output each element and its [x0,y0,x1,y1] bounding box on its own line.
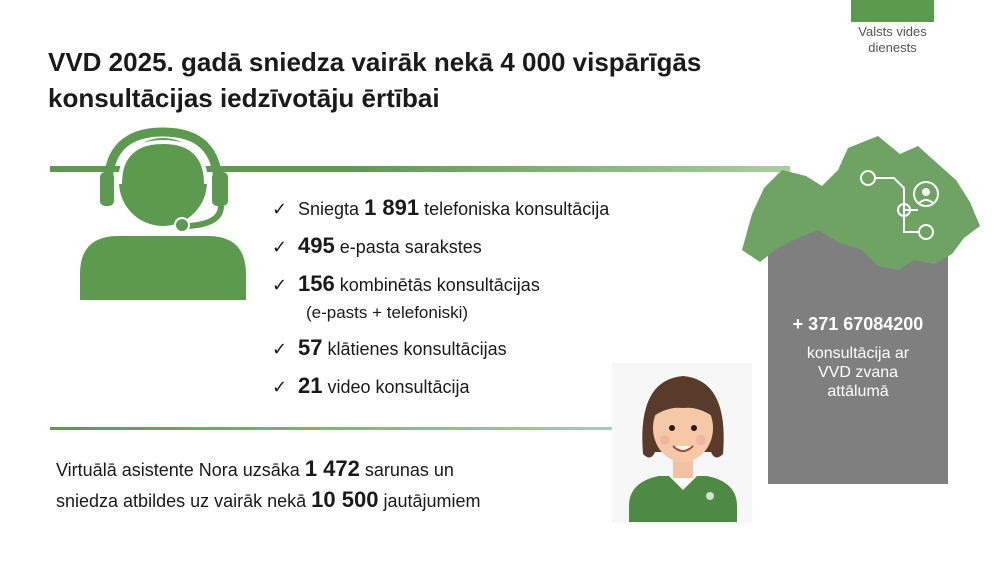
contact-description: konsultācija ar VVD zvana attālumā [806,345,910,400]
page-title: VVD 2025. gadā sniedza vairāk nekā 4 000 vispārīgās konsultācijas iedzīvotāju ērtībai [48,47,702,113]
section-divider [50,427,612,430]
assistant-avatar-icon [615,366,751,522]
list-item: ✓ Sniegta 1 891 telefoniska konsultācija [272,195,610,220]
list-item: ✓ 156 kombinētās konsultācijas (e-pasts + telefoniski) [272,272,609,336]
list-item: ✓ 495 e-pasta sarakstes [272,233,482,258]
logo-mark [851,0,934,22]
check-icon: ✓ [272,275,288,295]
nora-summary [56,454,616,516]
latvia-map-icon [738,130,985,275]
headset-agent-icon [78,124,248,300]
list-item: ✓ 57 klātienes konsultācijas [272,335,507,360]
check-icon: ✓ [272,339,288,359]
nora-line-2: sniedza atbildes uz vairāk nekā 10 500 jautājumiem [56,487,481,512]
check-icon: ✓ [272,199,288,219]
check-icon: ✓ [272,377,288,397]
list-item-note: (e-pasts + telefoniski) [306,303,469,322]
check-icon: ✓ [272,237,288,257]
nora-line-1: Virtuālā asistente Nora uzsāka 1 472 sarunas un [56,456,454,481]
contact-phone: + 371 67084200 [792,314,924,334]
list-item: ✓ 21 video konsultācija [272,373,470,398]
logo-text: Valsts vides dienests [858,24,927,55]
consultation-list [272,196,609,412]
